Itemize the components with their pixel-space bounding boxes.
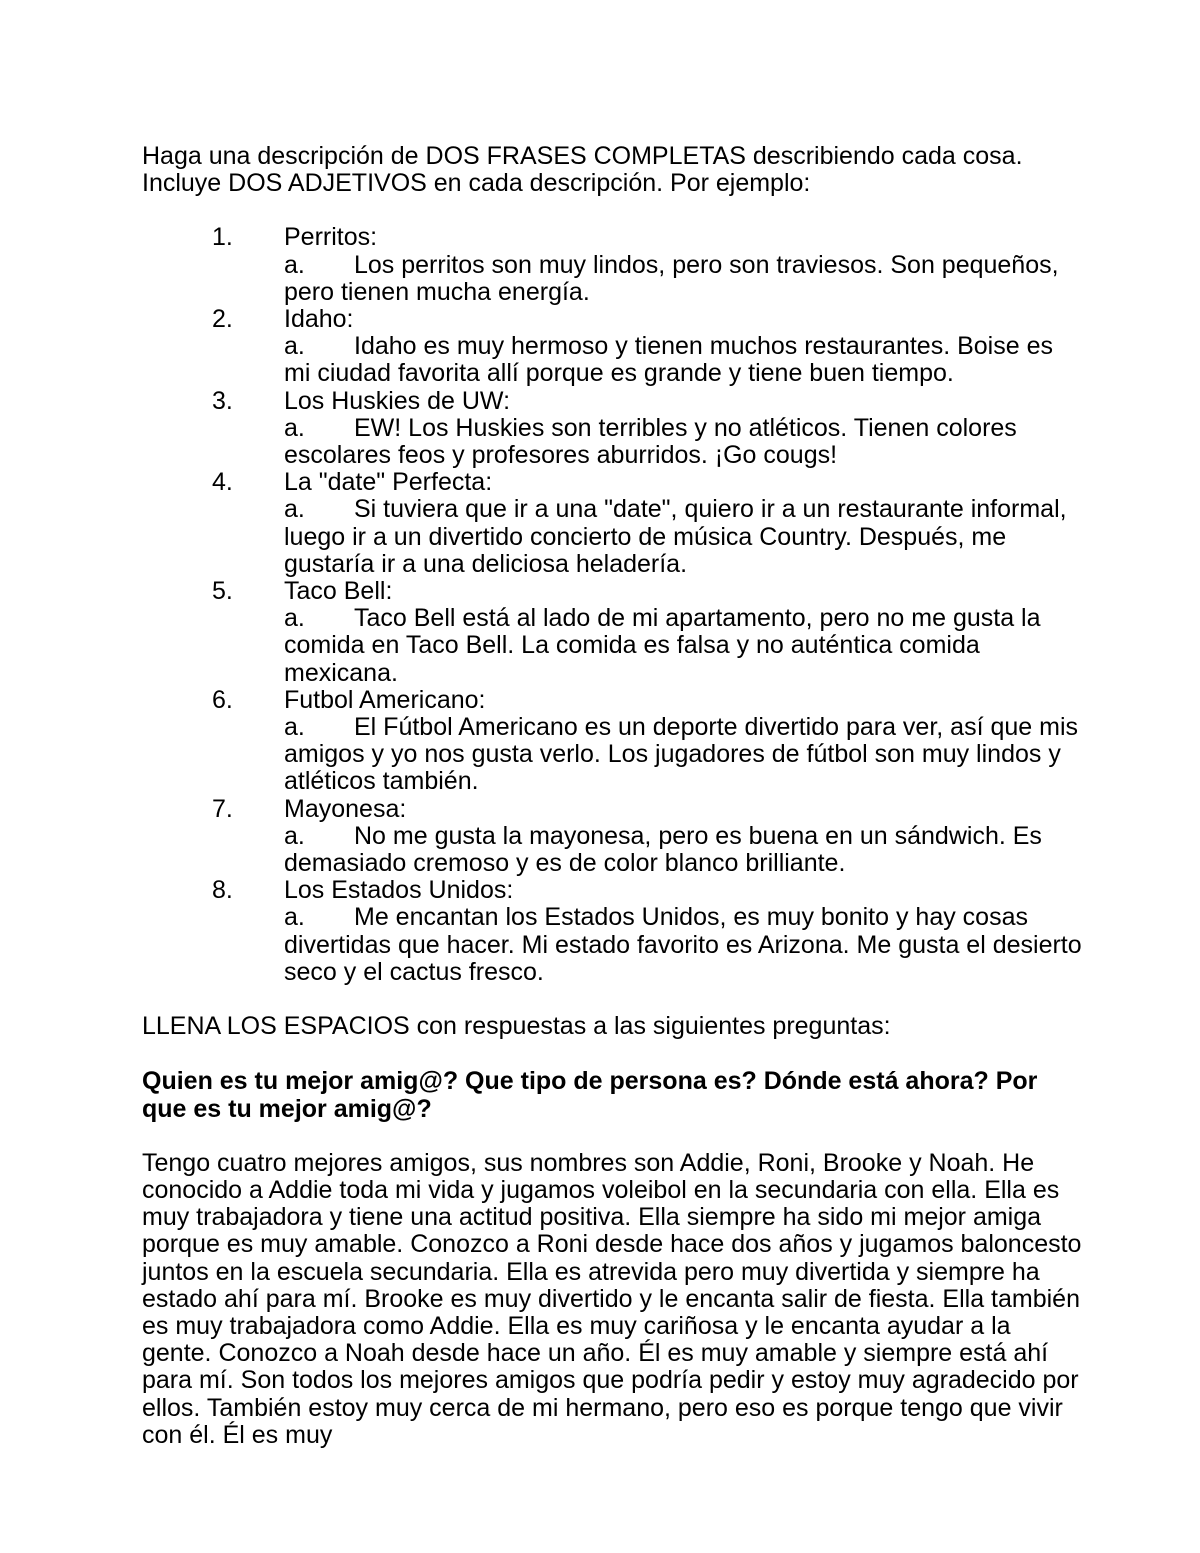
item-number: 4.	[212, 468, 233, 497]
sub-item-letter: a.	[284, 250, 305, 279]
list-item	[142, 224, 1082, 306]
sub-item	[284, 415, 1082, 469]
answer-paragraph: Tengo cuatro mejores amigos, sus nombres son Addie, Roni, Brooke y Noah. He conocido a Addie toda mi vida y jugamos voleibol en la secundaria con ella. Ella es muy trabajadora y tiene una actitud positiva. Ella siempre ha sido mi mejor amiga porque es muy amable. Conozco a Roni desde hace dos años y jugamos baloncesto juntos en la escuela secundaria. Ella es atrevida pero muy divertida y siempre ha estado ahí para mí. Brooke es muy divertido y le encanta salir de fiesta. Ella también es muy trabajadora como Addie. Ella es muy cariñosa y le encanta ayudar a la gente. Conozco a Noah desde hace un año. Él es muy amable y siempre está ahí para mí. Son todos los mejores amigos que podría pedir y estoy muy agradecido por ellos. También estoy muy cerca de mi hermano, pero eso es porque tengo que vivir con él. Él es muy	[142, 1148, 1082, 1449]
sub-item-letter: a.	[284, 713, 305, 742]
sub-item-letter: a.	[284, 903, 305, 932]
list-item	[142, 469, 1082, 578]
item-number: 3.	[212, 386, 233, 415]
list-item	[142, 687, 1082, 796]
sub-item-text: EW! Los Huskies son terribles y no atléticos. Tienen colores escolares feos y profesores aburridos. ¡Go cougs!	[284, 413, 1017, 470]
item-title: Taco Bell:	[284, 577, 393, 606]
sub-item-text: Me encantan los Estados Unidos, es muy bonito y hay cosas divertidas que hacer. Mi estado favorito es Arizona. Me gusta el desierto seco y el cactus fresco.	[284, 903, 1082, 986]
list-item	[142, 877, 1082, 986]
item-number: 8.	[212, 876, 233, 905]
list-item	[142, 796, 1082, 878]
item-title: Perritos:	[284, 223, 378, 252]
item-number: 6.	[212, 685, 233, 714]
document-page	[142, 143, 1082, 1449]
item-title: Mayonesa:	[284, 794, 407, 823]
sub-item-text: No me gusta la mayonesa, pero es buena en un sándwich. Es demasiado cremoso y es de color blanco brilliante.	[284, 821, 1042, 878]
item-number: 7.	[212, 794, 233, 823]
item-number: 5.	[212, 577, 233, 606]
instructions-paragraph: LLENA LOS ESPACIOS con respuestas a las siguientes preguntas:	[142, 1012, 891, 1041]
numbered-list	[142, 224, 1082, 986]
sub-item-text: Si tuviera que ir a una "date", quiero ir a un restaurante informal, luego ir a un divertido concierto de música Country. Después, me gustaría ir a una deliciosa heladería.	[284, 495, 1067, 578]
item-title: Idaho:	[284, 305, 354, 334]
sub-item	[284, 904, 1082, 986]
sub-item-text: Taco Bell está al lado de mi apartamento, pero no me gusta la comida en Taco Bell. La comida es falsa y no auténtica comida mexicana.	[284, 604, 1041, 687]
item-title: La "date" Perfecta:	[284, 468, 493, 497]
sub-item-text: El Fútbol Americano es un deporte divertido para ver, así que mis amigos y yo nos gusta verlo. Los jugadores de fútbol son muy lindos y atléticos también.	[284, 713, 1078, 796]
sub-item	[284, 252, 1082, 306]
sub-item-letter: a.	[284, 332, 305, 361]
item-title: Los Huskies de UW:	[284, 386, 511, 415]
sub-item-letter: a.	[284, 821, 305, 850]
question-heading: Quien es tu mejor amig@? Que tipo de persona es? Dónde está ahora? Por que es tu mejor amig@?	[142, 1067, 1038, 1123]
sub-item	[284, 333, 1082, 387]
list-item	[142, 388, 1082, 470]
list-item	[142, 306, 1082, 388]
item-title: Futbol Americano:	[284, 685, 486, 714]
sub-item	[284, 605, 1082, 687]
item-number: 2.	[212, 305, 233, 334]
sub-item-letter: a.	[284, 495, 305, 524]
item-title: Los Estados Unidos:	[284, 876, 514, 905]
intro-paragraph: Haga una descripción de DOS FRASES COMPLETAS describiendo cada cosa. Incluye DOS ADJETIVOS en cada descripción. Por ejemplo:	[142, 142, 1023, 198]
sub-item-letter: a.	[284, 604, 305, 633]
sub-item	[284, 496, 1082, 578]
sub-item-letter: a.	[284, 413, 305, 442]
sub-item-text: Idaho es muy hermoso y tienen muchos restaurantes. Boise es mi ciudad favorita allí porque es grande y tiene buen tiempo.	[284, 332, 1053, 388]
list-item	[142, 578, 1082, 687]
item-number: 1.	[212, 223, 233, 252]
sub-item	[284, 823, 1082, 877]
sub-item	[284, 714, 1082, 796]
sub-item-text: Los perritos son muy lindos, pero son traviesos. Son pequeños, pero tienen mucha energía.	[284, 250, 1059, 306]
